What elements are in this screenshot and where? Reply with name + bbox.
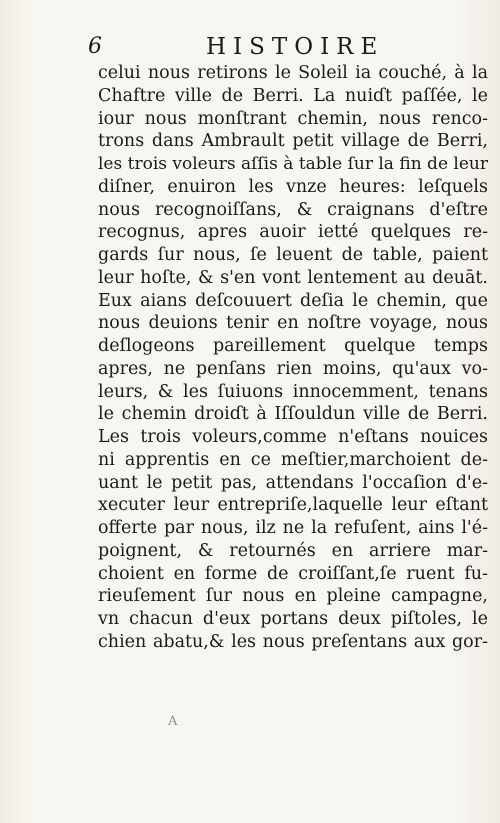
text-line: les trois voleurs aſſis à table ſur la fin de leur — [98, 154, 488, 174]
text-line: le chemin droiɗt à Iſſouldun ville de Berri. — [98, 404, 488, 425]
text-line: rieuſement ſur nous en pleine campagne, — [98, 586, 488, 607]
body-text — [98, 62, 488, 654]
signature-mark: A — [168, 714, 184, 729]
text-line: recognus, apres auoir ietté quelques re- — [98, 222, 488, 243]
text-line: trons dans Ambrault petit village de Berri, — [98, 131, 488, 152]
text-line: Eux aians deſcouuert deſia le chemin, que — [98, 290, 488, 311]
text-line: poignent, & retournés en arriere mar- — [98, 540, 488, 561]
text-line: diſner, enuiron les vnze heures: leſquels — [98, 176, 488, 197]
text-line: Chaftre ville de Berri. La nuiɗt paſſée, le — [98, 85, 488, 106]
text-line: chien abatu,& les nous preſentans aux gor- — [98, 631, 488, 652]
text-line: uant le petit pas, attendans l'occaſion d'e- — [98, 472, 488, 493]
text-line: ni apprentis en ce meſtier,marchoient de- — [98, 449, 488, 470]
text-line: offerte par nous, ilz ne la refuſent, ains l'é- — [98, 518, 488, 538]
text-line: celui nous retirons le Soleil ia couché, à la — [98, 63, 488, 83]
text-line: deſlogeons pareillement quelque temps — [98, 336, 488, 356]
text-line: vn chacun d'eux portans deux piſtoles, le — [98, 609, 488, 629]
text-line: leur hoſte, & s'en vont lentement au deuāt. — [98, 267, 488, 288]
text-line: iour nous monſtrant chemin, nous renco- — [98, 108, 488, 129]
text-line: apres, ne penſans rien moins, qu'aux vo- — [98, 358, 488, 379]
text-line: choient en forme de croiſſant,ſe ruent fu- — [98, 563, 488, 584]
page-number: 6 — [88, 34, 102, 59]
text-line: nous deuions tenir en noſtre voyage, nous — [98, 313, 488, 334]
text-line: leurs, & les ſuiuons innocemment, tenans — [98, 381, 488, 402]
text-line: Les trois voleurs,comme n'eſtans nouices — [98, 427, 488, 447]
text-line: xecuter leur entrepriſe,laquelle leur eſtant — [98, 495, 488, 516]
text-line: nous recognoiſſans, & craignans d'eſtre — [98, 199, 488, 220]
running-head: HISTOIRE — [206, 34, 385, 60]
text-line: gards ſur nous, ſe leuent de table, paient — [98, 245, 488, 265]
page-header — [88, 30, 488, 64]
